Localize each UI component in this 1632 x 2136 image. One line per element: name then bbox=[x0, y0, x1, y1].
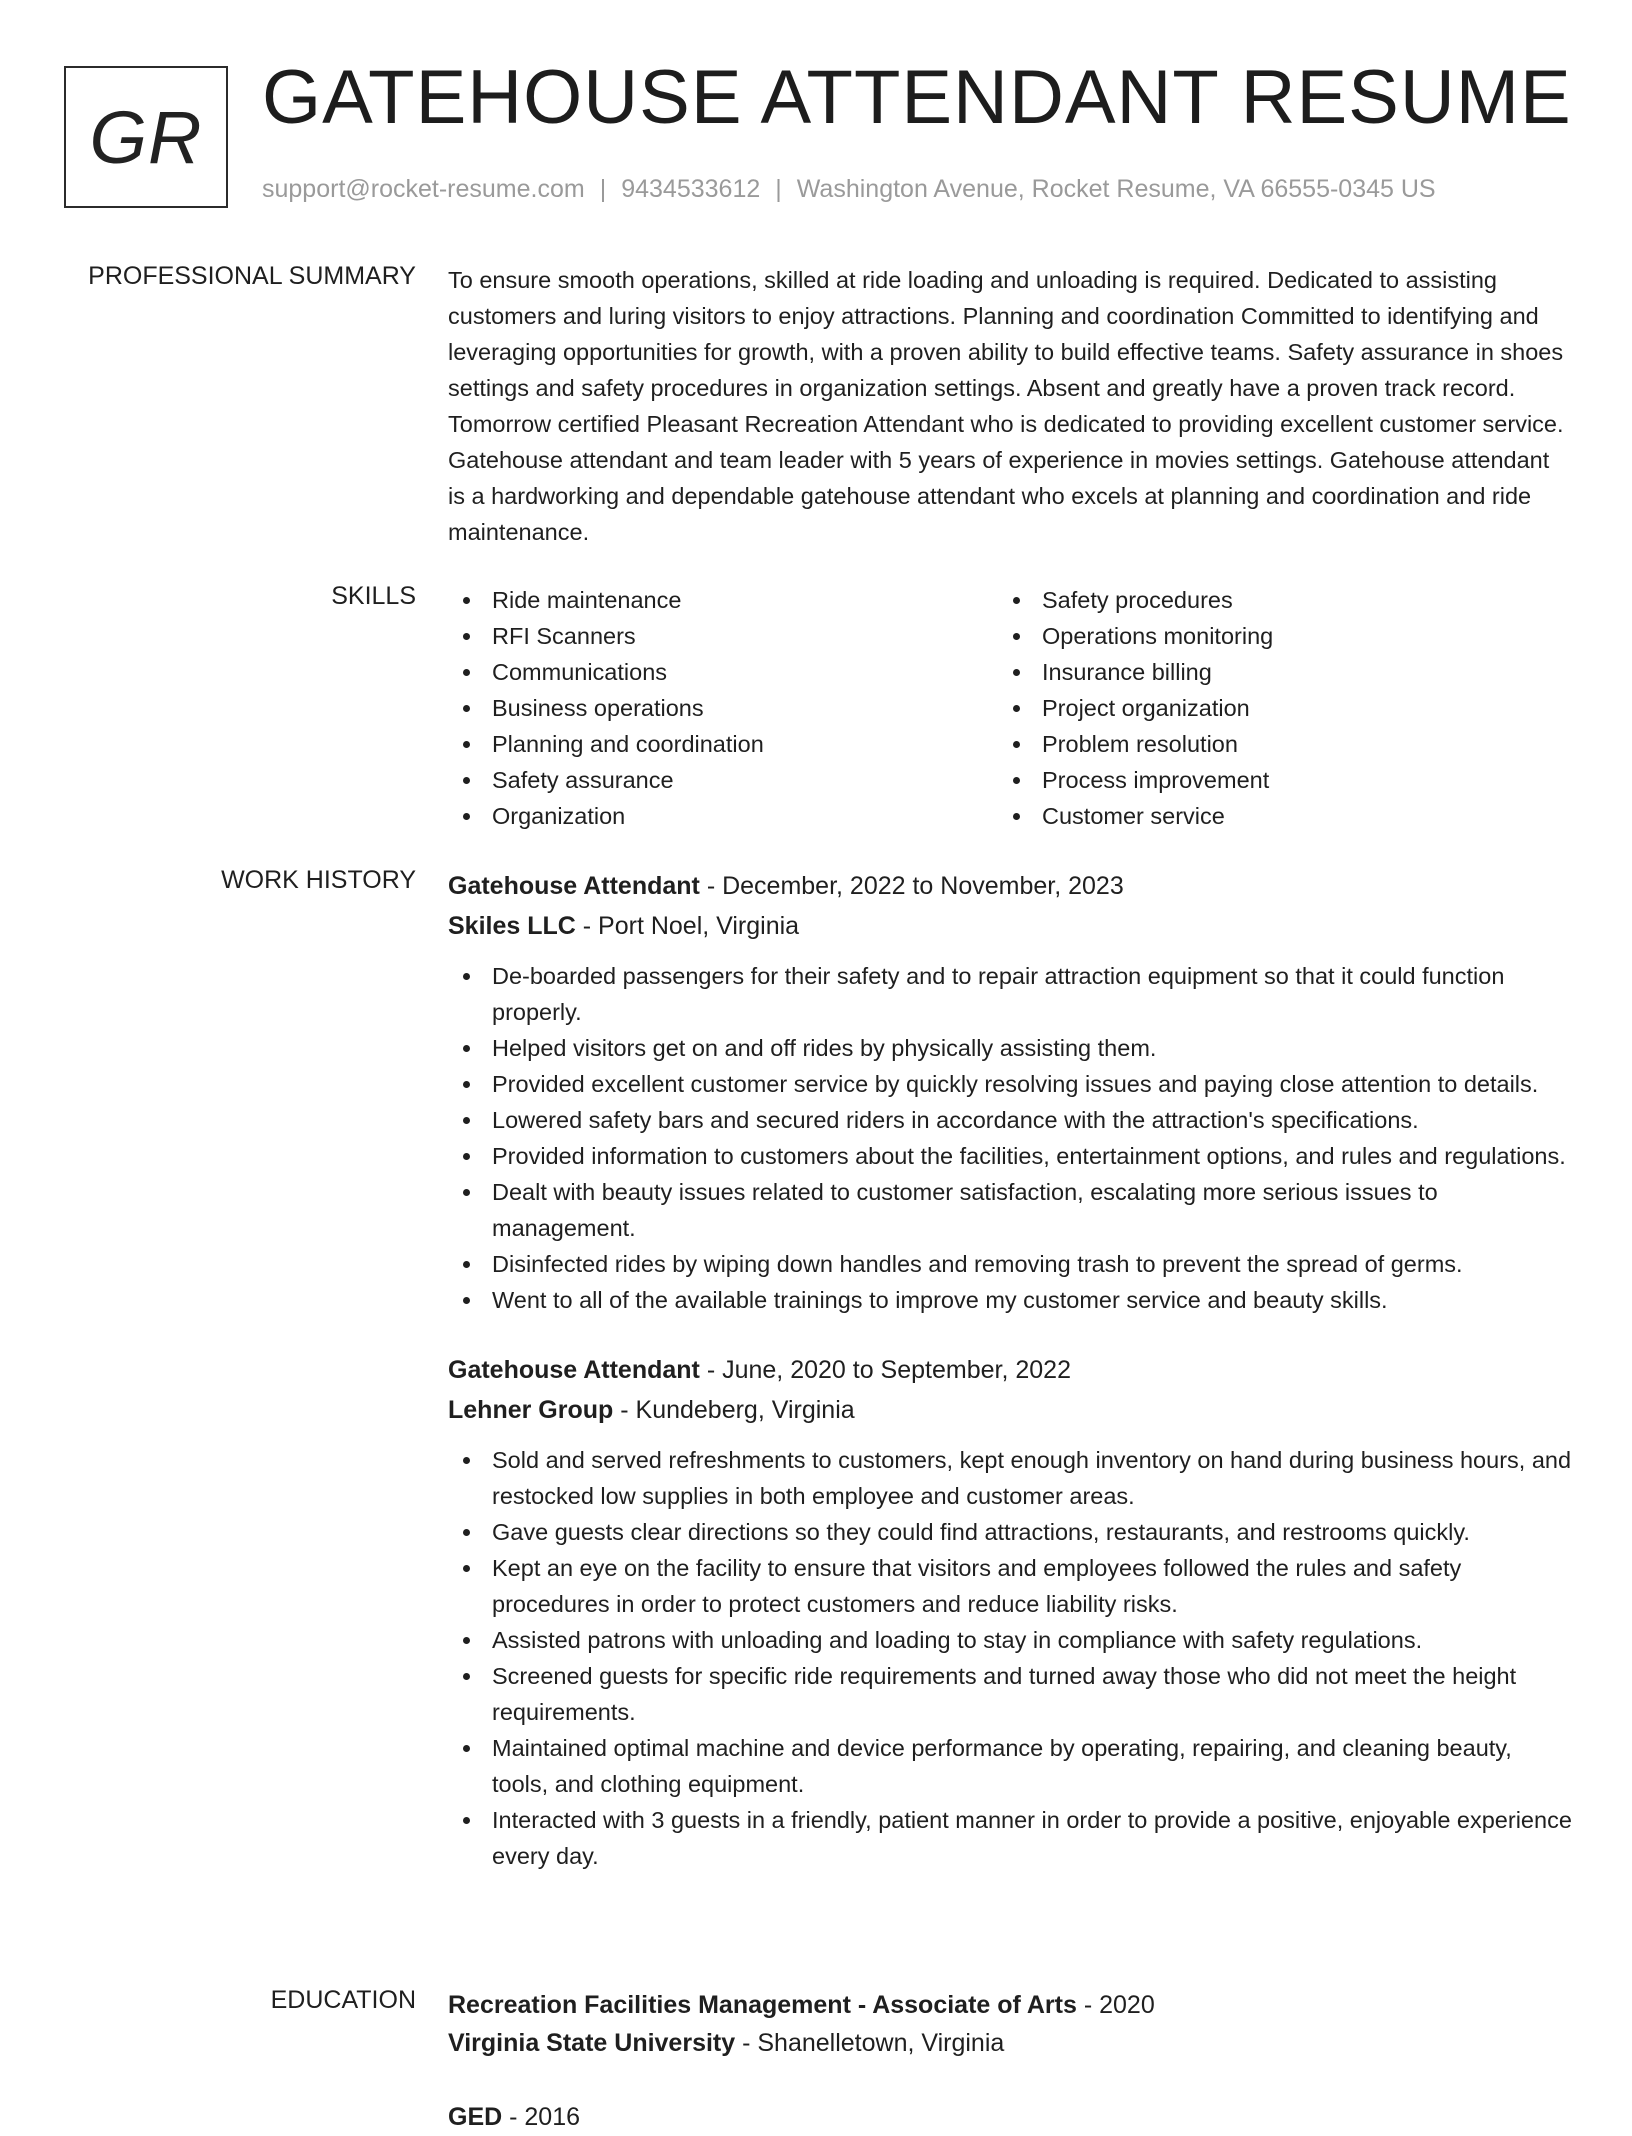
skill-item: Safety assurance bbox=[448, 762, 998, 798]
job-duty-item: Provided information to customers about the facilities, entertainment options, and rules and regulations. bbox=[448, 1138, 1572, 1174]
job-duty-item: Assisted patrons with unloading and loading to stay in compliance with safety regulations. bbox=[448, 1622, 1572, 1658]
job-duty-item: Interacted with 3 guests in a friendly, patient manner in order to provide a positive, enjoyable experience every day. bbox=[448, 1802, 1572, 1874]
summary-body bbox=[448, 262, 1572, 550]
education-school: Virginia State University bbox=[448, 2029, 736, 2057]
job-entry bbox=[448, 1350, 1572, 1874]
skill-item: RFI Scanners bbox=[448, 618, 998, 654]
job-duties-list bbox=[448, 958, 1572, 1318]
skill-item: Planning and coordination bbox=[448, 726, 998, 762]
job-title-line bbox=[448, 866, 1572, 906]
skill-item: Organization bbox=[448, 798, 998, 834]
contact-separator: | bbox=[775, 175, 782, 203]
job-company: Skiles LLC bbox=[448, 912, 576, 940]
job-dates: - December, 2022 to November, 2023 bbox=[699, 872, 1124, 900]
skill-item: Process improvement bbox=[998, 762, 1548, 798]
job-duty-item: De-boarded passengers for their safety and to repair attraction equipment so that it could function properly. bbox=[448, 958, 1572, 1030]
job-location: - Kundeberg, Virginia bbox=[613, 1396, 855, 1424]
contact-line bbox=[262, 175, 1436, 204]
education-degree-line bbox=[448, 2098, 1572, 2136]
job-duty-item: Screened guests for specific ride requirements and turned away those who did not meet the height requirements. bbox=[448, 1658, 1572, 1730]
job-duty-item: Maintained optimal machine and device performance by operating, repairing, and cleaning beauty, tools, and clothing equipment. bbox=[448, 1730, 1572, 1802]
job-duty-item: Lowered safety bars and secured riders in accordance with the attraction's specifications. bbox=[448, 1102, 1572, 1138]
job-duties-list bbox=[448, 1442, 1572, 1874]
skill-item: Problem resolution bbox=[998, 726, 1548, 762]
job-dates: - June, 2020 to September, 2022 bbox=[699, 1356, 1071, 1384]
work-history-body bbox=[448, 866, 1572, 1874]
job-duty-item: Went to all of the available trainings to improve my customer service and beauty skills. bbox=[448, 1282, 1572, 1318]
job-duty-item: Dealt with beauty issues related to customer satisfaction, escalating more serious issues to management. bbox=[448, 1174, 1572, 1246]
education-degree: Recreation Facilities Management - Associate of Arts bbox=[448, 1991, 1077, 2019]
contact-email: support@rocket-resume.com bbox=[262, 175, 585, 203]
job-duty-item: Sold and served refreshments to customers, kept enough inventory on hand during business hours, and restocked low supplies in both employee and customer areas. bbox=[448, 1442, 1572, 1514]
resume-title: GATEHOUSE ATTENDANT RESUME bbox=[262, 55, 1572, 140]
job-location: - Port Noel, Virginia bbox=[575, 912, 800, 940]
education-school-line bbox=[448, 2024, 1572, 2062]
job-company: Lehner Group bbox=[448, 1396, 614, 1424]
job-duty-item: Helped visitors get on and off rides by physically assisting them. bbox=[448, 1030, 1572, 1066]
job-title: Gatehouse Attendant bbox=[448, 872, 700, 900]
skills-list-right bbox=[998, 582, 1548, 834]
skills-body bbox=[448, 582, 1572, 834]
skill-item: Project organization bbox=[998, 690, 1548, 726]
job-duty-item: Disinfected rides by wiping down handles and removing trash to prevent the spread of germs. bbox=[448, 1246, 1572, 1282]
section-heading-education: EDUCATION bbox=[270, 1986, 416, 2014]
education-degree-line bbox=[448, 1986, 1572, 2024]
contact-separator: | bbox=[599, 175, 607, 203]
skills-list-left bbox=[448, 582, 998, 834]
skill-item: Ride maintenance bbox=[448, 582, 998, 618]
summary-text: To ensure smooth operations, skilled at ride loading and unloading is required. Dedicated to assisting customers and luring visitors to enjoy attractions. Planning and coordination Committed to identifying and leveraging opportunities for growth, with a proven ability to build effective teams. Safety assurance in shoes settings and safety procedures in organization settings. Absent and greatly have a proven track record. Tomorrow certified Pleasant Recreation Attendant who is dedicated to providing excellent customer service. Gatehouse attendant and team leader with 5 years of experience in movies settings. Gatehouse attendant is a hardworking and dependable gatehouse attendant who excels at planning and coordination and ride maintenance. bbox=[448, 267, 1564, 545]
job-duty-item: Gave guests clear directions so they could find attractions, restaurants, and restrooms quickly. bbox=[448, 1514, 1572, 1550]
section-heading-skills: SKILLS bbox=[331, 582, 416, 610]
job-title-line bbox=[448, 1350, 1572, 1390]
skill-item: Communications bbox=[448, 654, 998, 690]
education-degree: GED bbox=[448, 2103, 503, 2131]
education-spacer bbox=[448, 2062, 1572, 2098]
contact-phone: 9434533612 bbox=[621, 175, 761, 203]
skills-column-right bbox=[998, 582, 1548, 834]
skill-item: Customer service bbox=[998, 798, 1548, 834]
education-body bbox=[448, 1986, 1572, 2136]
job-duty-item: Provided excellent customer service by quickly resolving issues and paying close attention to details. bbox=[448, 1066, 1572, 1102]
job-title: Gatehouse Attendant bbox=[448, 1356, 700, 1384]
job-company-line bbox=[448, 1390, 1572, 1430]
job-duty-item: Kept an eye on the facility to ensure that visitors and employees followed the rules and safety procedures in order to protect customers and reduce liability risks. bbox=[448, 1550, 1572, 1622]
skills-columns bbox=[448, 582, 1572, 834]
monogram-logo: GR bbox=[64, 66, 228, 208]
skills-column-left bbox=[448, 582, 998, 834]
skill-item: Operations monitoring bbox=[998, 618, 1548, 654]
education-year: - 2016 bbox=[502, 2103, 581, 2131]
section-heading-work-history: WORK HISTORY bbox=[221, 866, 416, 894]
job-company-line bbox=[448, 906, 1572, 946]
section-heading-summary: PROFESSIONAL SUMMARY bbox=[88, 262, 416, 290]
skill-item: Safety procedures bbox=[998, 582, 1548, 618]
education-location: - Shanelletown, Virginia bbox=[735, 2029, 1005, 2057]
job-entry bbox=[448, 866, 1572, 1318]
skill-item: Insurance billing bbox=[998, 654, 1548, 690]
skill-item: Business operations bbox=[448, 690, 998, 726]
education-year: - 2020 bbox=[1076, 1991, 1155, 2019]
contact-address: Washington Avenue, Rocket Resume, VA 66555-0345 US bbox=[796, 175, 1436, 203]
